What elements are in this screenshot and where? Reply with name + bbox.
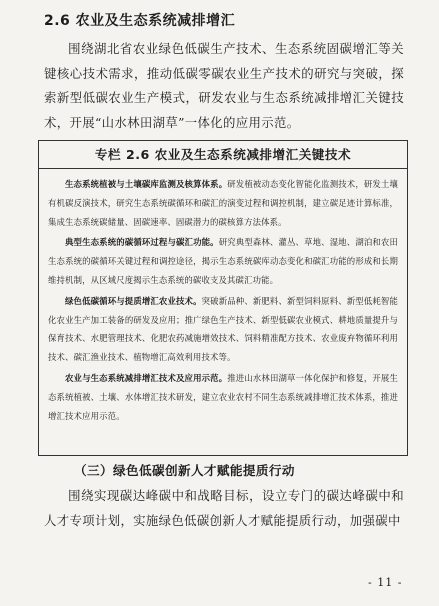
column-entry-green-agriculture: [48, 292, 398, 367]
page-number: - 11 -: [368, 576, 403, 589]
entry-lead: 典型生态系统的碳循环过程与碳汇功能。: [65, 237, 219, 248]
entry-text: 研发植被动态变化智能化监测技术，研发土壤有机碳反演技术，研究生态系统碳循环和碳汇的演变过程和调控机制，建立碳足迹计算标准，集成生态系统碳储量、固碳速率、固碳潜力的碳核算方法体系。: [48, 179, 398, 227]
column-entry-demonstration: [48, 369, 398, 425]
section-paragraph-text: 围绕湖北省农业绿色低碳生产技术、生态系统固碳增汇等关键核心技术需求，推动低碳零碳农业生产技术的研究与突破，探索新型低碳农业生产模式，研发农业与生态系统减排增汇关键技术，开展“山水林田湖草”一体化的应用示范。: [44, 41, 404, 130]
entry-text: 推进山水林田湖草一体化保护和修复，开展生态系统植被、土壤、水体增汇技术研发，建立农业农村不同生态系统减排增汇技术体系，推进增汇技术应用示范。: [48, 372, 398, 421]
column-box: [38, 140, 408, 456]
column-box-body: [39, 169, 407, 425]
column-box-title: 专栏 2.6 农业及生态系统减排增汇关键技术: [39, 141, 407, 169]
section-paragraph: [44, 37, 404, 135]
entry-text: 研究典型森林、灌丛、草地、湿地、湖泊和农田生态系统的碳循环关键过程和调控途径，揭示生态系统碳库动态变化和碳汇功能的形成和长期维持机制，从区域尺度揭示生态系统的碳收支及其碳汇功能。: [48, 237, 398, 285]
subsection-paragraph-text: 围绕实现碳达峰碳中和战略目标，设立专门的碳达峰碳中和人才专项计划，实施绿色低碳创新人才赋能提质行动，加强碳中: [44, 488, 404, 528]
subsection-paragraph: [44, 484, 404, 533]
entry-lead: 生态系统植被与土壤碳库监测及核算体系。: [65, 179, 228, 189]
column-entry-carbon-pool-monitoring: [48, 175, 398, 231]
entry-lead: 绿色低碳循环与提质增汇农业技术。: [65, 295, 202, 306]
column-entry-carbon-cycle: [48, 233, 398, 289]
entry-lead: 农业与生态系统减排增汇技术及应用示范。: [65, 372, 228, 383]
subsection-heading: （三）绿色低碳创新人才赋能提质行动: [74, 463, 295, 478]
entry-text: 突破新品种、新肥料、新型饲料原料、新型低耗智能化农业生产加工装备的研发及应用；推广绿色生产技术、新型低碳农业模式、耕地质量提升与保育技术、水肥管理技术、化肥农药减施增效技术、饲料精准配方技术、农业废弃物循环利用技术、碳汇渔业技术、植物增汇高效利用技术等。: [48, 295, 398, 363]
section-heading: 2.6 农业及生态系统减排增汇: [44, 13, 236, 29]
